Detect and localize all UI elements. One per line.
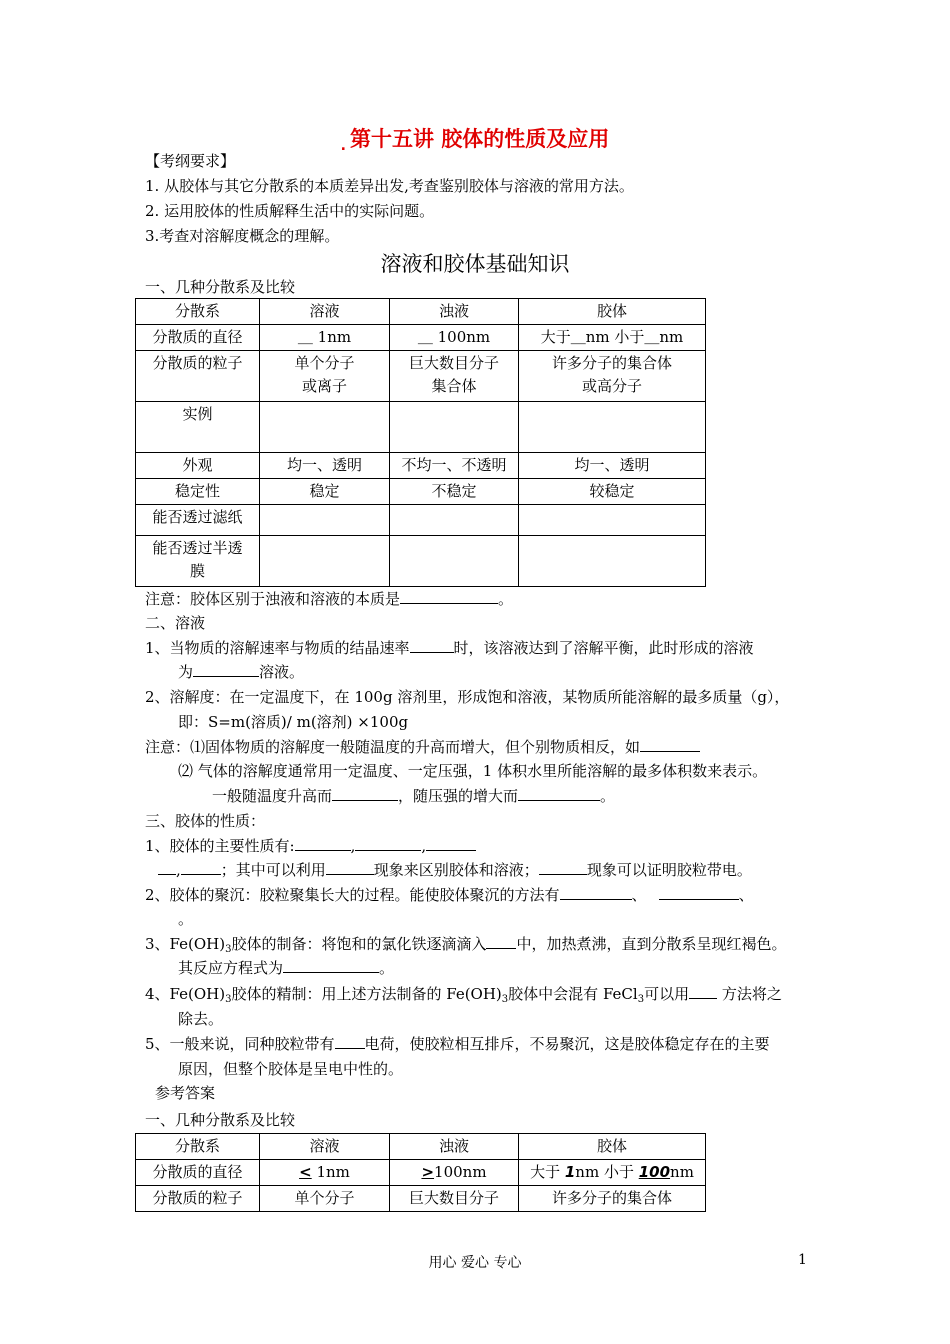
fill-blank <box>335 1033 365 1049</box>
section1-heading: 一、几种分散系及比较 <box>145 278 296 296</box>
handwritten-answer: 1 <box>564 1163 576 1181</box>
colloid-p5: 5、一般来说，同种胶粒带有 电荷，使胶粒相互排斥，不易聚沉，这是胶体稳定存在的主要 <box>145 1035 770 1053</box>
table-cell <box>519 505 706 536</box>
table-cell-label: 分散质的粒子 <box>136 1186 260 1212</box>
table-header-cell: 溶液 <box>260 299 390 325</box>
syllabus-item-1: 1. 从胶体与其它分散系的本质差异出发,考查鉴别胶体与溶液的常用方法。 <box>145 177 634 195</box>
page-number: 1 <box>798 1252 807 1268</box>
fill-blank <box>400 588 498 604</box>
table-cell-label: 分散质的直径 <box>136 1160 260 1186</box>
table-cell-label: 稳定性 <box>136 479 260 505</box>
table-header-cell: 胶体 <box>519 299 706 325</box>
table-cell <box>260 505 390 536</box>
table-cell: ＿ 1nm <box>260 325 390 351</box>
table-cell-label: 实例 <box>136 402 260 453</box>
table-cell: 巨大数目分子集合体 <box>390 351 519 402</box>
fill-blank <box>193 661 259 677</box>
table-cell: 单个分子 <box>260 1186 390 1212</box>
table-row <box>136 299 706 325</box>
solubility-note-3: 一般随温度升高而 ，随压强的增大而 。 <box>212 787 616 805</box>
section2-heading: 二、溶液 <box>145 614 206 632</box>
table-row <box>136 505 706 536</box>
table-cell <box>390 536 519 587</box>
fill-blank <box>355 835 421 851</box>
table-row <box>136 479 706 505</box>
fill-blank <box>295 835 351 851</box>
table-cell: 均一、透明 <box>260 453 390 479</box>
colloid-p2: 2、胶体的聚沉：胶粒聚集长大的过程。能使胶体聚沉的方法有 、 、 <box>145 886 754 904</box>
fill-blank <box>640 736 700 752</box>
solution-p1-cont: 为 溶液。 <box>178 663 305 681</box>
colloid-p2-cont: 。 <box>178 910 194 928</box>
solubility-note-2: ⑵ 气体的溶解度通常用一定温度、一定压强，1 体积水里所能溶解的最多体积数来表示。 <box>178 762 768 780</box>
fill-blank <box>426 835 476 851</box>
table-header-cell: 浊液 <box>390 299 519 325</box>
colloid-p1-cont: , ；其中可以利用 现象来区别胶体和溶液； 现象可以证明胶粒带电。 <box>158 859 752 881</box>
colloid-p3: 3、$Fe(OH)_3$胶体的制备：将饱和的氯化铁逐滴滴入 中，加热煮沸，直到分散系呈现红褐色。 <box>145 935 787 955</box>
table-row <box>136 351 706 402</box>
table-cell: 稳定 <box>260 479 390 505</box>
page-title <box>0 123 950 154</box>
table-cell: 许多分子的集合体或高分子 <box>519 351 706 402</box>
table-cell: 大于＿nm 小于＿nm <box>519 325 706 351</box>
note-essence: 注意：胶体区别于浊液和溶液的本质是 。 <box>145 590 514 608</box>
fill-blank <box>539 859 587 875</box>
table-cell: < 1nm <box>260 1160 390 1186</box>
solubility-formula: 即：S=m(溶质)/ m(溶剂) ×100g <box>178 713 409 731</box>
fill-blank <box>283 957 379 973</box>
section-subtitle: 溶液和胶体基础知识 <box>380 252 570 276</box>
colloid-p4-cont: 除去。 <box>178 1010 224 1028</box>
table-header-cell: 胶体 <box>519 1134 706 1160</box>
answers-heading: 参考答案 <box>155 1084 216 1102</box>
table-cell <box>260 402 390 453</box>
table-cell-label: 能否透过半透膜 <box>136 536 260 587</box>
handwritten-answer: > <box>421 1163 435 1181</box>
solubility-note-1: 注意：⑴固体物质的溶解度一般随温度的升高而增大，但个别物质相反，如 <box>145 736 700 758</box>
table-cell-label: 外观 <box>136 453 260 479</box>
table-cell: 不稳定 <box>390 479 519 505</box>
fill-blank <box>332 785 398 801</box>
section3-heading: 三、胶体的性质： <box>145 812 266 830</box>
table-cell <box>390 505 519 536</box>
table-cell: 较稳定 <box>519 479 706 505</box>
table-cell <box>390 402 519 453</box>
syllabus-item-2: 2. 运用胶体的性质解释生活中的实际问题。 <box>145 202 435 220</box>
fill-blank <box>181 859 221 875</box>
comparison-table <box>135 298 706 587</box>
fill-blank <box>659 884 739 900</box>
colloid-p5-cont: 原因，但整个胶体是呈电中性的。 <box>178 1060 404 1078</box>
table-cell: 许多分子的集合体 <box>519 1186 706 1212</box>
solution-p1: 1、当物质的溶解速率与物质的结晶速率 时，该溶液达到了溶解平衡，此时形成的溶液 <box>145 639 754 657</box>
table-row <box>136 1160 706 1186</box>
table-row <box>136 325 706 351</box>
table-row <box>136 1186 706 1212</box>
page-footer: 用心 爱心 专心 <box>428 1255 522 1271</box>
table-cell <box>260 536 390 587</box>
fill-blank <box>560 884 632 900</box>
title-dot: . <box>340 138 346 154</box>
fill-blank <box>518 785 600 801</box>
solubility-def: 2、溶解度：在一定温度下，在 100g 溶剂里，形成饱和溶液，某物质所能溶解的最多质量（g）， <box>145 688 790 706</box>
fill-blank <box>486 933 516 949</box>
table-header-cell: 浊液 <box>390 1134 519 1160</box>
table-row <box>136 1134 706 1160</box>
table-row <box>136 402 706 453</box>
page-title-text: 第十五讲 胶体的性质及应用 <box>350 127 610 151</box>
table-cell: 大于 1nm 小于 100nm <box>519 1160 706 1186</box>
table-cell-label: 分散质的直径 <box>136 325 260 351</box>
table-header-cell: 分散系 <box>136 299 260 325</box>
syllabus-header: 【考纲要求】 <box>145 152 236 170</box>
table-cell: 巨大数目分子 <box>390 1186 519 1212</box>
table-row <box>136 536 706 587</box>
table-header-cell: 分散系 <box>136 1134 260 1160</box>
answers-section-heading: 一、几种分散系及比较 <box>145 1111 296 1129</box>
colloid-p1: 1、胶体的主要性质有: , , <box>145 835 476 857</box>
table-cell: >100nm <box>390 1160 519 1186</box>
table-cell: 单个分子或离子 <box>260 351 390 402</box>
syllabus-item-3: 3.考查对溶解度概念的理解。 <box>145 227 340 245</box>
table-cell: 不均一、不透明 <box>390 453 519 479</box>
table-header-cell: 溶液 <box>260 1134 390 1160</box>
table-cell <box>519 402 706 453</box>
colloid-p3-cont: 其反应方程式为 。 <box>178 959 395 977</box>
table-row <box>136 453 706 479</box>
table-cell-label: 分散质的粒子 <box>136 351 260 402</box>
fill-blank <box>410 637 454 653</box>
colloid-p4: 4、$Fe(OH)_3$胶体的精制：用上述方法制备的 $Fe(OH)_3$胶体中会混有 FeCl$_3$可以用 方法将之 <box>145 985 782 1005</box>
answer-table <box>135 1133 706 1212</box>
table-cell <box>519 536 706 587</box>
handwritten-answer: 100 <box>638 1163 671 1181</box>
handwritten-answer: < <box>299 1163 312 1181</box>
table-cell: ＿ 100nm <box>390 325 519 351</box>
table-cell-label: 能否透过滤纸 <box>136 505 260 536</box>
fill-blank <box>689 983 717 999</box>
table-cell: 均一、透明 <box>519 453 706 479</box>
fill-blank <box>158 859 176 875</box>
fill-blank <box>326 859 374 875</box>
